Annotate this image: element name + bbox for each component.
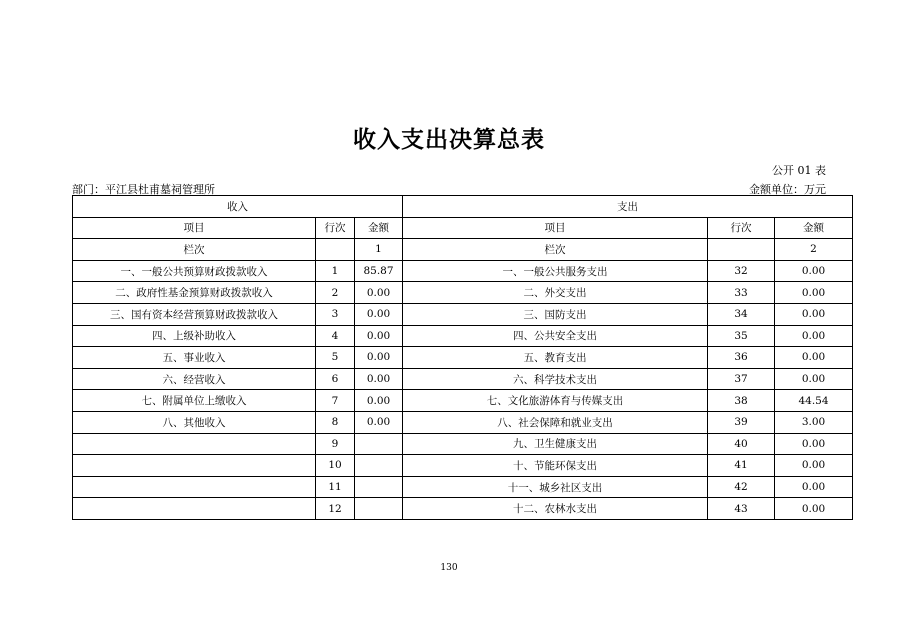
income-amount-cell: 0.00 <box>355 347 403 369</box>
income-amount-cell: 0.00 <box>355 303 403 325</box>
income-line-cell: 5 <box>316 347 355 369</box>
income-item-cell: 八、其他收入 <box>73 411 316 433</box>
section-header-row <box>73 196 853 218</box>
income-item-cell <box>73 433 316 455</box>
income-line-header: 行次 <box>316 217 355 239</box>
table-row <box>73 347 853 369</box>
expense-item-cell: 八、社会保障和就业支出 <box>403 411 708 433</box>
income-amount-cell <box>355 433 403 455</box>
expense-item-cell: 十、节能环保支出 <box>403 455 708 477</box>
expense-amount-cell: 0.00 <box>775 498 853 520</box>
expense-line-cell: 41 <box>708 455 775 477</box>
income-column-number: 1 <box>355 239 403 261</box>
expense-line-cell: 43 <box>708 498 775 520</box>
table-row <box>73 260 853 282</box>
expense-line-cell: 38 <box>708 390 775 412</box>
expense-line-cell: 34 <box>708 303 775 325</box>
form-code: 公开 01 表 <box>772 164 826 177</box>
expense-amount-cell: 0.00 <box>775 282 853 304</box>
expense-amount-cell: 0.00 <box>775 433 853 455</box>
expense-line-header: 行次 <box>708 217 775 239</box>
expense-item-cell: 十二、农林水支出 <box>403 498 708 520</box>
income-amount-cell: 0.00 <box>355 282 403 304</box>
expense-amount-header: 金额 <box>775 217 853 239</box>
income-column-blank <box>316 239 355 261</box>
expense-amount-cell: 44.54 <box>775 390 853 412</box>
income-line-cell: 10 <box>316 455 355 477</box>
expense-column-label: 栏次 <box>403 239 708 261</box>
income-item-cell <box>73 476 316 498</box>
expense-line-cell: 37 <box>708 368 775 390</box>
income-column-label: 栏次 <box>73 239 316 261</box>
income-item-cell: 一、一般公共预算财政拨款收入 <box>73 260 316 282</box>
table-row <box>73 325 853 347</box>
expense-amount-cell: 0.00 <box>775 303 853 325</box>
income-line-cell: 8 <box>316 411 355 433</box>
income-amount-cell: 85.87 <box>355 260 403 282</box>
income-item-cell <box>73 498 316 520</box>
income-line-cell: 2 <box>316 282 355 304</box>
income-amount-cell: 0.00 <box>355 368 403 390</box>
expense-column-blank <box>708 239 775 261</box>
column-header-row <box>73 217 853 239</box>
income-item-cell: 二、政府性基金预算财政拨款收入 <box>73 282 316 304</box>
income-amount-cell: 0.00 <box>355 325 403 347</box>
income-line-cell: 3 <box>316 303 355 325</box>
income-line-cell: 11 <box>316 476 355 498</box>
expense-line-cell: 36 <box>708 347 775 369</box>
expense-line-cell: 32 <box>708 260 775 282</box>
expense-item-cell: 二、外交支出 <box>403 282 708 304</box>
table-row <box>73 455 853 477</box>
expense-item-header: 项目 <box>403 217 708 239</box>
income-line-cell: 9 <box>316 433 355 455</box>
table-row <box>73 390 853 412</box>
expense-line-cell: 33 <box>708 282 775 304</box>
income-amount-header: 金额 <box>355 217 403 239</box>
table-row <box>73 282 853 304</box>
page-title: 收入支出决算总表 <box>353 127 545 153</box>
expense-amount-cell: 0.00 <box>775 325 853 347</box>
table-row <box>73 368 853 390</box>
expense-line-cell: 35 <box>708 325 775 347</box>
expense-line-cell: 40 <box>708 433 775 455</box>
income-item-cell: 七、附属单位上缴收入 <box>73 390 316 412</box>
page-number: 130 <box>440 563 458 573</box>
income-item-cell: 三、国有资本经营预算财政拨款收入 <box>73 303 316 325</box>
income-amount-cell: 0.00 <box>355 390 403 412</box>
department-label: 部门：平江县杜甫墓祠管理所 <box>72 183 215 196</box>
expense-column-number: 2 <box>775 239 853 261</box>
table-row <box>73 433 853 455</box>
expense-item-cell: 九、卫生健康支出 <box>403 433 708 455</box>
expense-header: 支出 <box>403 196 853 218</box>
income-item-cell: 四、上级补助收入 <box>73 325 316 347</box>
income-amount-cell <box>355 476 403 498</box>
expense-line-cell: 39 <box>708 411 775 433</box>
expense-item-cell: 十一、城乡社区支出 <box>403 476 708 498</box>
income-line-cell: 4 <box>316 325 355 347</box>
budget-table <box>72 195 853 520</box>
income-line-cell: 6 <box>316 368 355 390</box>
expense-item-cell: 七、文化旅游体育与传媒支出 <box>403 390 708 412</box>
table-row <box>73 303 853 325</box>
income-amount-cell: 0.00 <box>355 411 403 433</box>
expense-item-cell: 三、国防支出 <box>403 303 708 325</box>
expense-amount-cell: 0.00 <box>775 347 853 369</box>
expense-item-cell: 一、一般公共服务支出 <box>403 260 708 282</box>
expense-item-cell: 四、公共安全支出 <box>403 325 708 347</box>
income-line-cell: 12 <box>316 498 355 520</box>
income-item-header: 项目 <box>73 217 316 239</box>
income-header: 收入 <box>73 196 403 218</box>
income-item-cell: 五、事业收入 <box>73 347 316 369</box>
column-number-row <box>73 239 853 261</box>
expense-amount-cell: 0.00 <box>775 455 853 477</box>
expense-amount-cell: 0.00 <box>775 368 853 390</box>
expense-amount-cell: 0.00 <box>775 476 853 498</box>
income-line-cell: 7 <box>316 390 355 412</box>
income-amount-cell <box>355 455 403 477</box>
expense-amount-cell: 0.00 <box>775 260 853 282</box>
expense-item-cell: 五、教育支出 <box>403 347 708 369</box>
income-amount-cell <box>355 498 403 520</box>
expense-amount-cell: 3.00 <box>775 411 853 433</box>
table-row <box>73 498 853 520</box>
expense-line-cell: 42 <box>708 476 775 498</box>
income-item-cell: 六、经营收入 <box>73 368 316 390</box>
income-line-cell: 1 <box>316 260 355 282</box>
unit-label: 金额单位：万元 <box>749 183 826 196</box>
table-row <box>73 411 853 433</box>
income-item-cell <box>73 455 316 477</box>
expense-item-cell: 六、科学技术支出 <box>403 368 708 390</box>
table-row <box>73 476 853 498</box>
